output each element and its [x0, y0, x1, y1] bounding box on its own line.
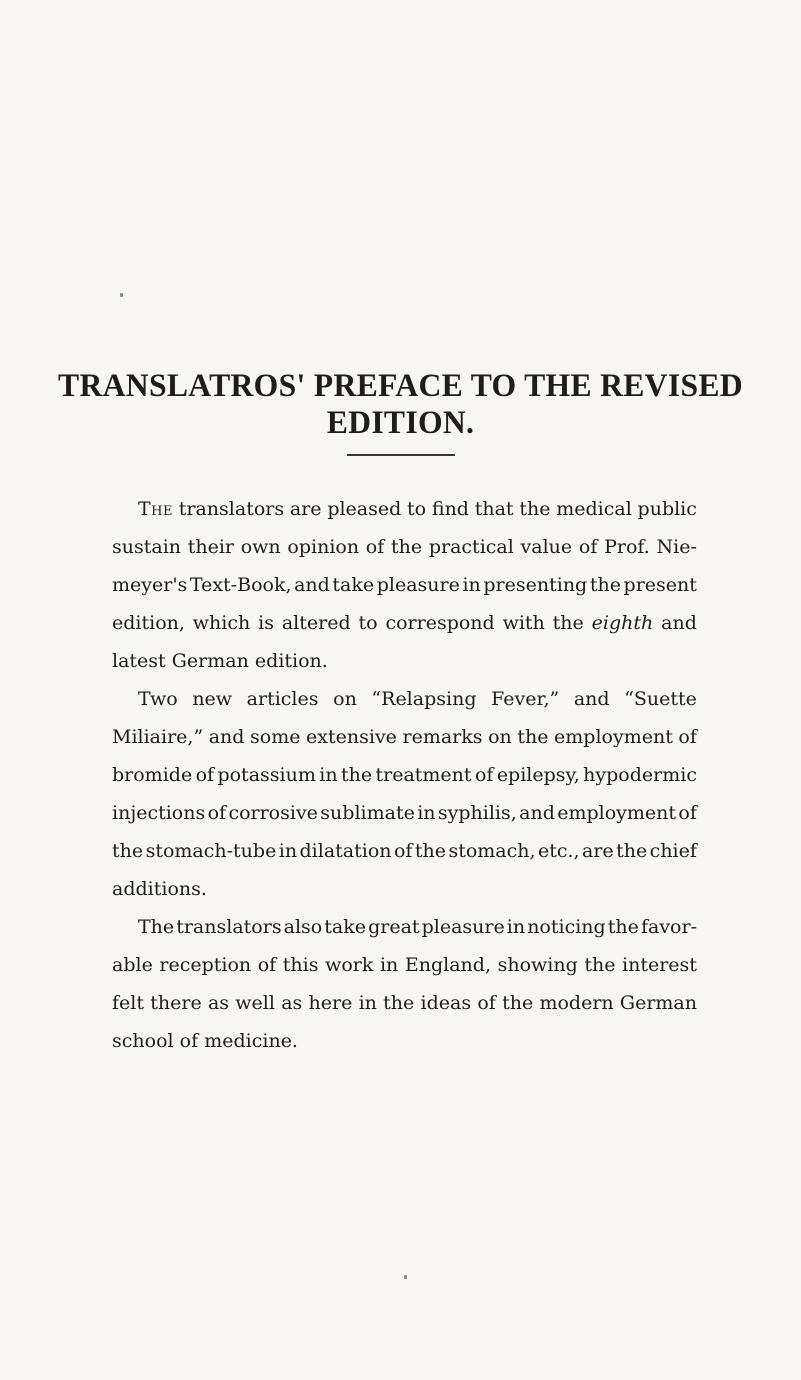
page-title: TRANSLATROS' PREFACE TO THE REVISED EDITION. [58, 368, 743, 441]
text-line: edition, which is altered to correspond with the eighth and [112, 612, 697, 634]
text-line: Two new articles on “Relapsing Fever,” and “Suette [138, 688, 697, 710]
paper-speck [404, 1275, 407, 1279]
paragraph [112, 680, 697, 908]
text-line: sustain their own opinion of the practical value of Prof. Nie- [112, 536, 697, 558]
paragraph [112, 908, 697, 1060]
text-line: The translators are pleased to find that the medical public [138, 498, 697, 520]
text-line: latest German edition. [112, 650, 328, 672]
text-line: able reception of this work in England, showing the interest [112, 954, 697, 976]
text-line: the stomach-tube in dilatation of the stomach, etc., are the chief [112, 840, 697, 862]
text-line: injections of corrosive sublimate in syphilis, and employment of [112, 802, 697, 824]
text-line: The translators also take great pleasure in noticing the favor- [138, 916, 697, 938]
text-line: felt there as well as here in the ideas of the modern German [112, 992, 697, 1014]
document-body [112, 490, 697, 1060]
title-divider [347, 454, 455, 456]
text-line: Miliaire,” and some extensive remarks on the employment of [112, 726, 697, 748]
text-line: meyer's Text-Book, and take pleasure in presenting the present [112, 574, 697, 596]
paragraph [112, 490, 697, 680]
paper-speck [120, 293, 123, 297]
text-line: school of medicine. [112, 1030, 298, 1052]
text-line: additions. [112, 878, 207, 900]
text-line: bromide of potassium in the treatment of epilepsy, hypodermic [112, 764, 697, 786]
